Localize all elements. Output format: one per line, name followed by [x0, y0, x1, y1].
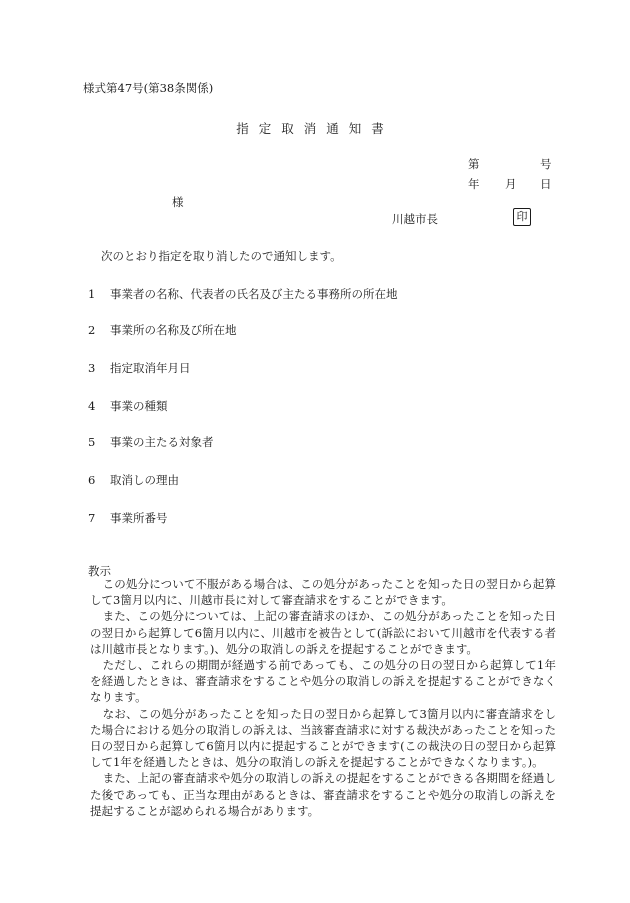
item-label: 指定取消年月日 [110, 361, 191, 375]
notice-paragraph: ただし、これらの期間が経過する前であっても、この処分の日の翌日から起算して1年を経過したときは、審査請求をすることや処分の取消しの訴えを提起することができなくなります。 [90, 658, 556, 705]
number-suffix: 号 [540, 157, 552, 171]
seal-stamp: 印 [513, 208, 531, 226]
number-prefix: 第 [468, 157, 480, 171]
notice-paragraph: また、上記の審査請求や処分の取消しの訴えの提起をすることができる各期間を経過した後であっても、正当な理由があるときは、審査請求をすることや処分の取消しの訴えを提起することが認められる場合があります。 [90, 771, 556, 818]
list-item [88, 472, 179, 488]
item-label: 事業所番号 [110, 511, 168, 525]
notice-heading: 教示 [88, 564, 111, 578]
list-item [88, 398, 168, 414]
list-item [88, 434, 214, 450]
item-number: 7 [88, 511, 96, 525]
item-label: 事業者の名称、代表者の氏名及び主たる事務所の所在地 [110, 287, 398, 301]
notice-paragraph: なお、この処分があったことを知った日の翌日から起算して3箇月以内に審査請求をした場合における処分の取消しの訴えは、当該審査請求に対する裁決があったことを知った日の翌日から起算して6箇月以内に提起することができます(この裁決の日の翌日から起算して1年を経過したときは、処分の取消しの訴えを提起することができなくなります。)。 [90, 706, 556, 770]
item-number: 1 [88, 287, 96, 301]
item-label: 事業の主たる対象者 [110, 435, 214, 449]
list-item [88, 322, 237, 338]
recipient-line: 様 [172, 195, 184, 209]
list-item [88, 286, 398, 302]
item-number: 3 [88, 361, 96, 375]
item-number: 5 [88, 435, 96, 449]
item-label: 事業の種類 [110, 399, 168, 413]
day-label: 日 [540, 177, 552, 191]
intro-text: 次のとおり指定を取り消したので通知します。 [101, 249, 342, 263]
list-item [88, 360, 191, 376]
form-id: 様式第47号(第38条関係) [83, 81, 214, 95]
notice-body [90, 576, 556, 819]
item-number: 4 [88, 399, 96, 413]
item-number: 6 [88, 473, 96, 487]
notice-paragraph: この処分について不服がある場合は、この処分があったことを知った日の翌日から起算して3箇月以内に、川越市長に対して審査請求をすることができます。 [90, 577, 556, 608]
document-title: 指定取消通知書 [236, 121, 394, 136]
issuer-name: 川越市長 [392, 212, 438, 226]
notice-paragraph: また、この処分については、上記の審査請求のほか、この処分があったことを知った日の翌日から起算して6箇月以内に、川越市を被告として(訴訟において川越市を代表する者は川越市長となります。)、処分の取消しの訴えを提起することができます。 [90, 609, 556, 656]
item-label: 事業所の名称及び所在地 [110, 323, 237, 337]
item-number: 2 [88, 323, 96, 337]
month-label: 月 [505, 177, 517, 191]
year-label: 年 [468, 177, 480, 191]
item-label: 取消しの理由 [110, 473, 179, 487]
list-item [88, 510, 168, 526]
